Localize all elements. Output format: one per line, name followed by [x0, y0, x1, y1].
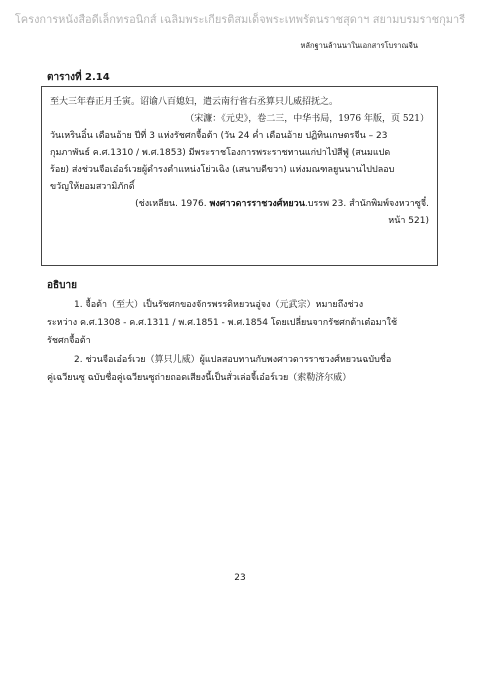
thai-translation-line: กุมภาพันธ์ ค.ศ.1310 / พ.ศ.1853) มีพระราชโองการพระราชทานแก่ปาไป่สีฟู่ (สนมแปด — [50, 148, 391, 158]
citation-suffix: .บรรพ 23. สำนักพิมพ์จงหวาซูจี๋. — [304, 199, 429, 209]
explanation-item-2 — [47, 351, 437, 387]
project-banner: โครงการหนังสือดีเล็กทรอนิกส์ เฉลิมพระเกียรติสมเด็จพระเทพรัตนราชสุดาฯ สยามบรมราชกุมารี — [14, 13, 466, 26]
explanation-line: ระหว่าง ค.ศ.1308 - ค.ศ.1311 / พ.ศ.1851 - พ.ศ.1854 โดยเปลี่ยนจากรัชศกต้าเต๋อมาใช้ — [47, 318, 398, 328]
thai-translation-line: วันเหรินอิ๋น เดือนอ้าย ปีที่ 3 แห่งรัชศกจื้อต้า (วัน 24 ค่ำ เดือนอ้าย ปฏิทินเกษตรจีน – 23 — [50, 131, 388, 141]
thai-translation-line: ขวัญให้ยอมสวามิภักดิ์ — [50, 182, 135, 192]
explanation-item-1 — [47, 296, 437, 350]
page-number: 23 — [234, 573, 246, 583]
chinese-source-text: 至大三年春正月壬寅。诏谕八百媳妇，遣云南行省右丞算只儿威招抚之。 — [50, 97, 339, 107]
explanation-line: 2. ช่วนจือเอ๋อร์เวย（算只儿威）ผู้แปลสอบทานกับพงศาวดารราชวงศ์หยวนฉบับชื่อ — [74, 355, 392, 365]
source-text-box — [41, 86, 438, 266]
explanation-heading: อธิบาย — [47, 280, 77, 291]
thai-translation-line: ร้อย) ส่งช่วนจือเอ๋อร์เวยผู้ดำรงตำแหน่งโย่วเฉิง (เสนาบดีขวา) แห่งมณฑลยูนนานไปปลอบ — [50, 165, 395, 175]
table-label: ตารางที่ 2.14 — [47, 72, 110, 83]
citation-page: หน้า 521) — [388, 216, 429, 226]
citation-book-title: พงศาวดารราชวงศ์หยวน — [209, 199, 305, 209]
citation-prefix: (ช่งเหลียน. 1976. — [135, 199, 210, 209]
explanation-line: รัชศกจื้อต้า — [47, 336, 91, 346]
thai-citation — [50, 196, 429, 213]
explanation-line: คู่เฉวียนซู ฉบับชื่อคู่เฉวียนซูถ่ายถอดเสียงนี้เป็นสั่วเล่อจี้เอ๋อร์เวย（索勒济尔威） — [47, 373, 352, 383]
section-title: หลักฐานล้านนาในเอกสารโบราณจีน — [300, 41, 418, 50]
chinese-source-citation: （宋濂：《元史》，卷二三，中华书局，1976 年版，页 521） — [185, 114, 429, 124]
explanation-line: 1. จื้อต้า（至大）เป็นรัชศกของจักรพรรดิหยวนอู่จง（元武宗）หมายถึงช่วง — [74, 300, 364, 310]
